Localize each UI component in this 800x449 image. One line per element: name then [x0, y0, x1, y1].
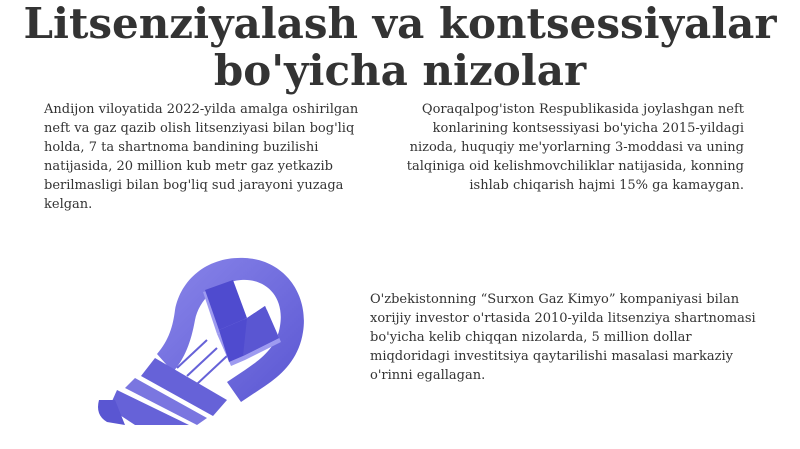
- case-text-surxon: O'zbekistonning “Surxon Gaz Kimyo” kompaniyasi bilan xorijiy investor o'rtasida 2010-yilda litsenziya shartnomasi bo'yicha kelib chiqqan nizolarda, 5 million dollar miqdoridagi investitsiya qaytarilishi masalasi markaziy o'rinni egallagan.: [370, 292, 756, 383]
- lightbulb-with-book-icon: [95, 250, 310, 425]
- bulb-base: [98, 358, 227, 425]
- case-text-qoraqalpogiston: Qoraqalpog'iston Respublikasida joylashgan neft konlarining kontsessiyasi bo'yicha 2015-yildagi nizoda, huquqiy me'yorlarning 3-moddasi va uning talqiniga oid kelishmovchiliklar natijasida, konning ishlab chiqarish hajmi 15% ga kamaygan.: [406, 102, 744, 193]
- title-line-1: Litsenziyalash va kontsessiyalar: [23, 0, 777, 48]
- page-title: [0, 0, 800, 94]
- title-line-2: bo'yicha nizolar: [213, 46, 587, 95]
- case-text-andijon: Andijon viloyatida 2022-yilda amalga oshirilgan neft va gaz qazib olish litsenziyasi bilan bog'liq holda, 7 ta shartnoma bandining buzilishi natijasida, 20 million kub metr gaz yetkazib berilmasligi bilan bog'liq sud jarayoni yuzaga kelgan.: [44, 102, 359, 212]
